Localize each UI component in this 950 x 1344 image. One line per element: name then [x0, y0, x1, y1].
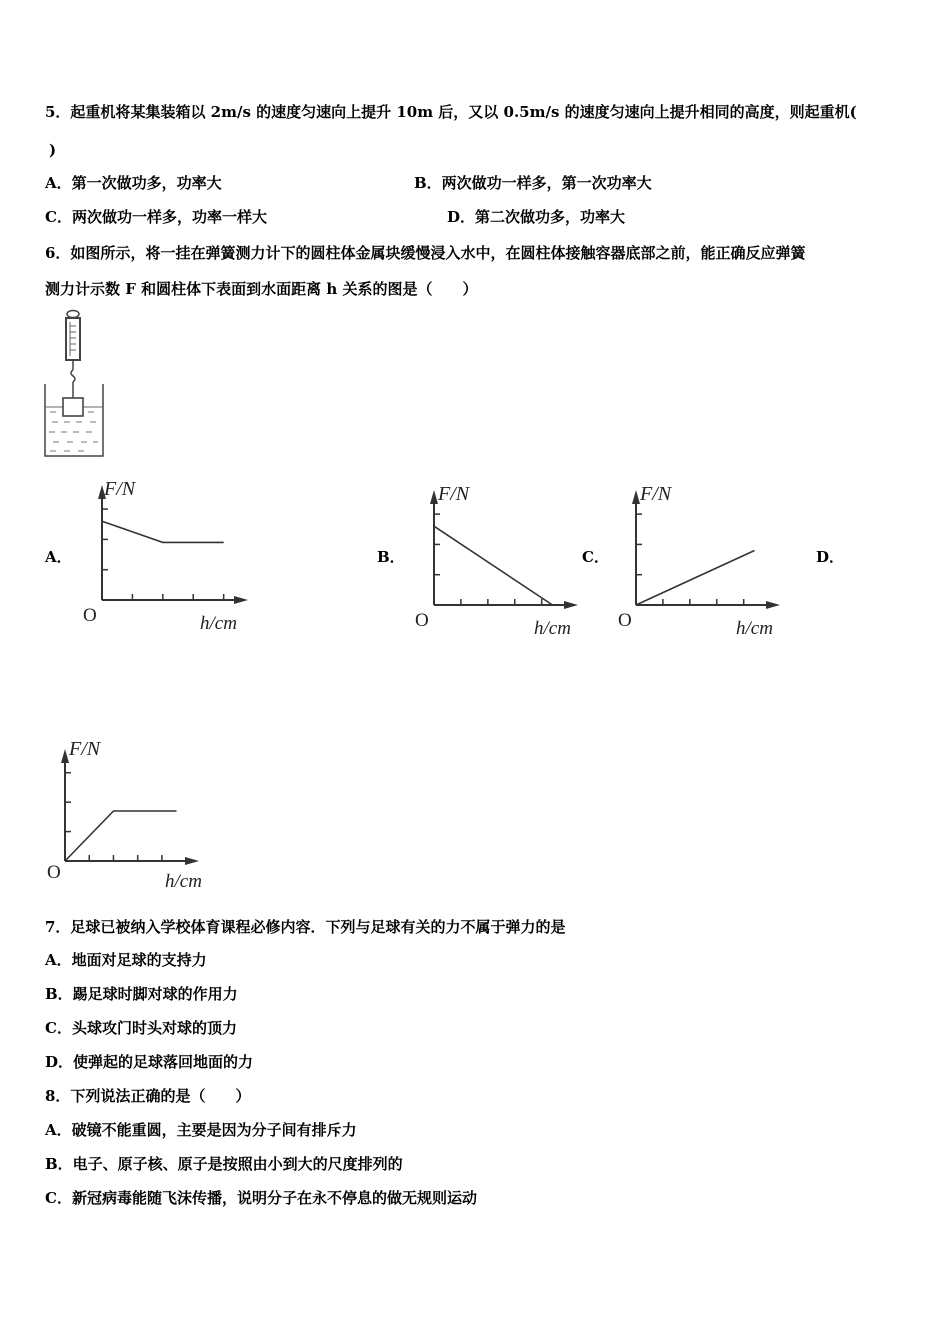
q8-option-b: B．电子、原子核、原子是按照由小到大的尺度排列的	[45, 1155, 403, 1173]
q7-option-d: D．使弹起的足球落回地面的力	[45, 1053, 254, 1071]
graph-a-line	[102, 521, 224, 542]
origin-label: O	[47, 862, 61, 883]
graph-c-line	[636, 551, 755, 606]
q6-stem-line2: 测力计示数 F 和圆柱体下表面到水面距离 h 关系的图是（ ）	[45, 280, 478, 298]
y-axis-label: F/N	[438, 483, 470, 505]
x-axis-arrow	[234, 596, 248, 604]
graph-d-line	[65, 811, 177, 861]
x-axis-arrow	[185, 857, 199, 865]
q8-stem: 8．下列说法正确的是（ ）	[45, 1087, 251, 1105]
origin-label: O	[618, 610, 632, 631]
q6-option-b-label: B．	[377, 548, 405, 566]
q7-option-c: C．头球攻门时头对球的顶力	[45, 1019, 237, 1037]
q5-option-a: A．第一次做功多，功率大	[45, 174, 222, 192]
origin-label: O	[415, 610, 429, 631]
q6-option-d-label: D．	[816, 548, 845, 566]
x-axis-arrow	[766, 601, 780, 609]
axis-ticks	[102, 509, 224, 600]
q6-option-a-label: A．	[45, 548, 72, 566]
q5-stem-line1: 5．起重机将某集装箱以 2m/s 的速度匀速向上提升 10m 后，又以 0.5m/s 的速度匀速向上提升相同的高度，则起重机(	[45, 103, 857, 121]
q7-option-a: A．地面对足球的支持力	[45, 951, 207, 969]
q5-stem-line2: )	[49, 141, 57, 159]
spring-scale-icon	[66, 311, 80, 399]
graph-a	[70, 475, 260, 635]
graph-b-line	[434, 526, 553, 605]
q8-option-a: A．破镜不能重圆，主要是因为分子间有排斥力	[45, 1121, 357, 1139]
y-axis-arrow	[61, 749, 69, 763]
q7-option-b: B．踢足球时脚对球的作用力	[45, 985, 238, 1003]
x-axis-label: h/cm	[534, 618, 571, 639]
x-axis-label: h/cm	[736, 618, 773, 639]
y-axis-label: F/N	[69, 738, 101, 760]
axis-ticks	[65, 773, 162, 861]
spring-scale-beaker-figure	[40, 308, 110, 460]
y-axis-label: F/N	[104, 478, 136, 500]
q7-stem: 7．足球已被纳入学校体育课程必修内容．下列与足球有关的力不属于弹力的是	[45, 918, 566, 936]
axis-ticks	[434, 514, 542, 605]
q5-option-b: B．两次做功一样多，第一次功率大	[414, 174, 652, 192]
q6-option-c-label: C．	[582, 548, 609, 566]
q6-stem-line1: 6．如图所示，将一挂在弹簧测力计下的圆柱体金属块缓慢浸入水中，在圆柱体接触容器底部之前，能正确反应弹簧	[45, 244, 806, 262]
graph-d	[35, 735, 225, 895]
x-axis-arrow	[564, 601, 578, 609]
y-axis-arrow	[632, 490, 640, 504]
axis-ticks	[636, 514, 744, 605]
q8-option-c: C．新冠病毒能随飞沫传播，说明分子在永不停息的做无规则运动	[45, 1189, 477, 1207]
y-axis-arrow	[430, 490, 438, 504]
y-axis-label: F/N	[640, 483, 672, 505]
q5-option-d: D．第二次做功多，功率大	[447, 208, 626, 226]
x-axis-label: h/cm	[165, 871, 202, 892]
origin-label: O	[83, 605, 97, 626]
beaker-icon	[45, 384, 103, 456]
graph-b	[400, 478, 590, 638]
graph-c	[602, 478, 792, 638]
x-axis-label: h/cm	[200, 613, 237, 634]
q5-option-c: C．两次做功一样多，功率一样大	[45, 208, 267, 226]
